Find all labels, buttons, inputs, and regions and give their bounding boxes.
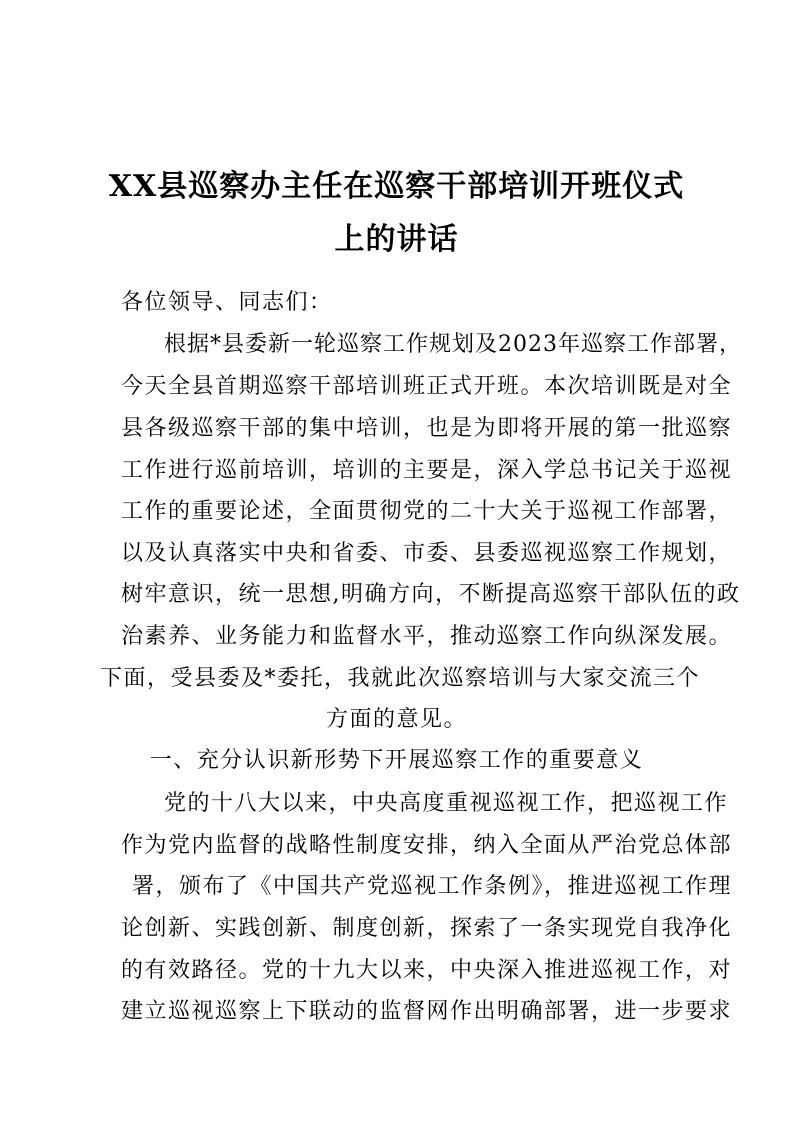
paragraph-1-line-2: 今天全县首期巡察干部培训班正式开班。本次培训既是对全 — [121, 374, 733, 399]
document-title-line-1: XX县巡察办主任在巡察干部培训开班仪式 — [108, 169, 685, 204]
paragraph-1-line-10: 方面的意见。 — [325, 707, 467, 732]
paragraph-1-line-4: 工作进行巡前培训，培训的主要是，深入学总书记关于巡视 — [121, 458, 733, 483]
paragraph-1-line-3: 县各级巡察干部的集中培训，也是为即将开展的第一批巡察 — [121, 416, 733, 441]
paragraph-2-line-4: 论创新、实践创新、制度创新，探索了一条实现党自我净化 — [121, 916, 733, 941]
paragraph-1-line-8: 治素养、业务能力和监督水平，推动巡察工作向纵深发展。 — [121, 624, 733, 649]
paragraph-1-line-6: 以及认真落实中央和省委、市委、县委巡视巡察工作规划， — [121, 541, 733, 566]
paragraph-2-line-1: 党的十八大以来，中央高度重视巡视工作，把巡视工作 — [164, 791, 729, 816]
document-title-line-2: 上的讲话 — [334, 222, 459, 257]
section-1-heading: 一、充分认识新形势下开展巡察工作的重要意义 — [149, 748, 644, 773]
paragraph-2-line-3: 署，颁布了《中国共产党巡视工作条例》，推进巡视工作理 — [132, 874, 733, 899]
paragraph-2-line-6: 建立巡视巡察上下联动的监督网作出明确部署，进一步要求 — [121, 999, 733, 1024]
paragraph-2-line-5: 的有效路径。党的十九大以来，中央深入推进巡视工作，对 — [121, 958, 733, 983]
paragraph-1-line-5: 工作的重要论述，全面贯彻党的二十大关于巡视工作部署， — [121, 499, 733, 524]
paragraph-1-line-7: 树牢意识，统一思想,明确方向，不断提高巡察干部队伍的政 — [121, 582, 741, 607]
paragraph-1-line-9: 下面，受县委及*委托，我就此次巡察培训与大家交流三个 — [100, 666, 701, 691]
paragraph-1-line-1: 根据*县委新一轮巡察工作规划及2023年巡察工作部署， — [164, 332, 742, 357]
greeting: 各位领导、同志们： — [121, 290, 333, 315]
paragraph-2-line-2: 作为党内监督的战略性制度安排，纳入全面从严治党总体部 — [121, 833, 733, 858]
